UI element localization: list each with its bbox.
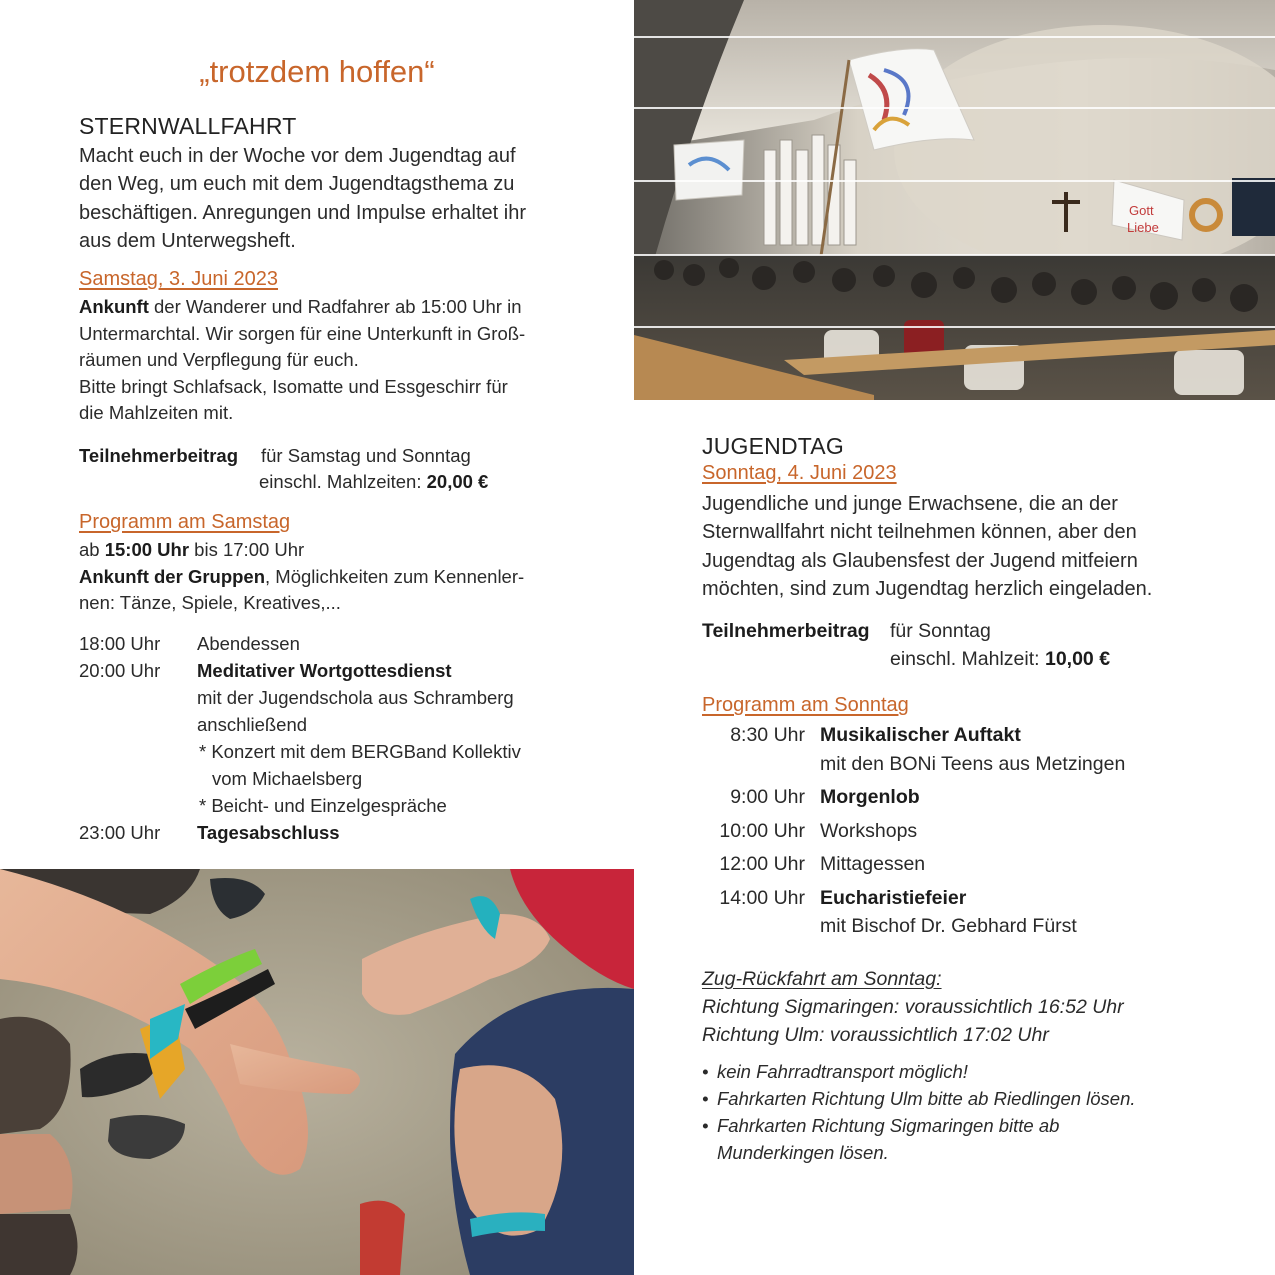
train-info: Zug-Rückfahrt am Sonntag: Richtung Sigmaringen: voraussichtlich 16:52 Uhr Richtung Ulm: voraussichtlich 17:02 Uhr [702,965,1124,1049]
schedule-row: 8:30 Uhr Musikalischer Auftakt mit den BONi Teens aus Metzingen [730,724,1126,775]
sternwallfahrt-intro: Macht euch in der Woche vor dem Jugendtag auf den Weg, um euch mit dem Jugendtagsthema zu beschäftigen. Anregungen und Impulse erhaltet ihr aus dem Unterwegsheft. [79,145,526,252]
schedule-row: 18:00 Uhr Abendessen [79,633,300,654]
sunday-schedule [702,721,1262,941]
list-item: • Fahrkarten Richtung Sigmaringen bitte ab [702,1115,1060,1136]
sunday-date: Sonntag, 4. Juni 2023 [702,462,897,484]
sunday-program-title: Programm am Sonntag [702,694,909,716]
fee-amount: 10,00 € [1044,648,1111,670]
sternwallfahrt-heading: STERNWALLFAHRT [79,113,297,139]
sunday-fee: Teilnehmerbeitrag für Sonntag einschl. Mahlzeit: 10,00 € [702,617,1110,673]
banner-text: Gott [1129,203,1154,218]
schedule-row: 10:00 Uhr Workshops [719,819,918,842]
train-notes [702,1058,1262,1166]
wristband-photo [0,869,634,1275]
schedule-row: 9:00 Uhr Morgenlob [730,786,920,808]
fee-amount: 20,00 € [426,471,489,492]
saturday-fee: Teilnehmerbeitrag für Samstag und Sonntag einschl. Mahlzeiten: 20,00 € [79,443,488,495]
fee-label: Teilnehmerbeitrag [79,445,239,466]
schedule-row: 14:00 Uhr Eucharistiefeier mit Bischof Dr. Gebhard Fürst [719,886,1077,937]
list-item: • Fahrkarten Richtung Ulm bitte ab Riedlingen lösen. [702,1088,1136,1109]
schedule-row: 20:00 Uhr Meditativer Wortgottesdienst mit der Jugendschola aus Schramberg anschließend * Konzert mit dem BERGBand Kollektiv vom Michaelsberg * Beicht- und Einzelgespräche [79,660,521,816]
saturday-program-title: Programm am Samstag [79,511,291,533]
saturday-schedule [79,630,619,846]
train-title: Zug-Rückfahrt am Sonntag: [702,968,942,990]
saturday-date: Samstag, 3. Juni 2023 [79,268,279,290]
schedule-row: 23:00 Uhr Tagesabschluss [79,822,340,843]
jugendtag-intro: Jugendliche und junge Erwachsene, die an der Sternwallfahrt nicht teilnehmen können, aber den Jugendtag als Glaubensfest der Jugend mitfeiern möchten, sind zum Jugendtag herzlich eingeladen. [702,493,1153,600]
schedule-row: 12:00 Uhr Mittagessen [719,853,926,875]
church-photo [634,0,1275,400]
banner-text: Liebe [1127,220,1159,235]
saturday-program-intro: ab 15:00 Uhr bis 17:00 Uhr Ankunft der Gruppen, Möglichkeiten zum Kennenler- nen: Tänze, Spiele, Kreatives,... [79,539,525,613]
motto-title: „trotzdem hoffen“ [199,54,435,89]
arrival-info: Ankunft der Wanderer und Radfahrer ab 15:00 Uhr in Untermarchtal. Wir sorgen für eine Unterkunft in Groß- räumen und Verpflegung für euch. Bitte bringt Schlafsack, Isomatte und Essgeschirr für die Mahlzeiten mit. [79,296,526,423]
list-item: • kein Fahrradtransport möglich! [702,1061,968,1082]
list-item: Munderkingen lösen. [717,1142,889,1163]
jugendtag-heading: JUGENDTAG [702,433,844,459]
fee-label: Teilnehmerbeitrag [702,620,870,642]
